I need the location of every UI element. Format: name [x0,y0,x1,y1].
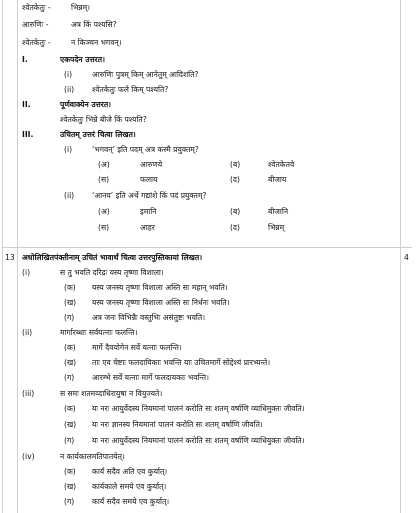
section-title: उचितम् उत्तरं चित्वा लिखत। [60,130,136,139]
option-text: यः नरः आयुर्वेदस्य नियमानां पालनं करोति सः शतम् वर्षाणि व्याधियुक्तः जीवति। [92,436,305,445]
question-text: श्वेतकेतुः फले किम् पश्यति? [92,85,169,94]
question-number: (i) [64,145,73,154]
question-13-title: अधोलिखितपंक्तीनाम् उचितं भावार्थं चित्वा उत्तरपुस्तिकायां लिखत। [22,253,203,262]
dialogue-line: भिन्नम्। [71,3,91,12]
option-text: यः नरः ज्ञानस्य नियमानां पालनं करोति सः शतम् वर्षाणि जीवति। [92,420,263,429]
table-border-num [17,0,18,513]
section-title: पूर्णवाक्येन उत्तरत। [60,100,112,109]
question-13-marks: 4 [404,253,409,262]
option-text: कार्यकाले समये एव कुर्यात्। [92,482,167,491]
question-text: ‘भगवन्’ इति पदम् अत्र कस्मै प्रयुक्तम्? [92,145,199,154]
option-text: आरुणये [140,160,163,169]
option-label: (द) [230,175,240,184]
option-label: (ब) [230,160,241,169]
question-13-number: 13 [5,253,15,262]
option-label: (स) [98,175,110,184]
option-label: (अ) [98,160,110,169]
section-number: II. [22,100,31,109]
question-text: आरुणिः पुत्रम् किम् आनेतुम् आदिशति? [92,70,199,79]
dialogue-speaker: श्वेतकेतुः - [22,3,51,12]
option-text: इमानि [140,207,157,216]
question-number: (ii) [64,85,75,94]
section-number: III. [22,130,34,139]
dialogue-line: न किञ्चन भगवन्। [71,38,122,47]
option-label: (क) [64,404,76,413]
table-border-left [2,0,3,513]
option-label: (द) [230,223,240,232]
option-label: (क) [64,283,76,292]
subquestion-number: (i) [22,268,31,277]
option-text: बीजानि [268,207,289,216]
option-text: बीजाय [268,175,287,184]
option-text: श्वेतकेतवे [268,160,295,169]
table-row-divider [2,247,412,248]
dialogue-speaker: श्वेतकेतुः - [22,38,51,47]
question-number: (i) [64,70,73,79]
section-number: I. [22,55,28,64]
subquestion-number: (iv) [22,452,35,461]
subquestion-text: मार्गारब्धाः सर्वयत्नाः फलन्ति। [60,328,138,337]
option-label: (ख) [64,298,77,307]
subquestion-text: स तु भवति दरिद्रः यस्य तृष्णा विशाला। [60,268,164,277]
option-label: (स) [98,223,110,232]
question-text: ‘आनय’ इति अर्थे गद्यांशे किं पदं प्रयुक्तम्? [92,191,207,200]
option-label: (ख) [64,358,77,367]
option-text: कार्यं सदैव अति एव कुर्यात्। [92,467,168,476]
option-label: (ग) [64,373,75,382]
option-label: (ग) [64,497,75,506]
option-label: (ख) [64,482,77,491]
option-text: मार्गे दैवयोगेन सर्वे यत्नाः फलन्ति। [92,343,182,352]
option-text: भिन्नम् [268,223,285,232]
option-text: यः नरः आयुर्वेदस्य नियमानां पालनं करोति सः शतम् वर्षाणि व्याधिमुक्तः जीवति। [92,404,305,413]
option-label: (ब) [230,207,241,216]
option-text: ताः एव चेष्टाः फलदायिकाः भवन्ति याः उचितमार्गे सोद्देश्यं प्रारभ्यन्ते। [92,358,271,367]
option-label: (ख) [64,420,77,429]
subquestion-number: (iii) [22,389,35,398]
option-label: (ग) [64,313,75,322]
option-text: यस्य जनस्य तृष्णा विशाला अस्ति सः निर्धनः भवति। [92,298,230,307]
option-text: अत्र जनः विभिन्नैः वस्तुभिः असंतुष्टः भवति। [92,313,206,322]
dialogue-speaker: आरुणिः - [22,20,49,29]
option-text: आहर [140,223,155,232]
option-label: (ग) [64,436,75,445]
section-title: एकपदेन उत्तरत। [60,55,105,64]
subquestion-number: (ii) [22,328,33,337]
table-border-marks [400,0,401,513]
subquestion-text: स समः शतमव्दाधिरायुषा न वियुज्यते। [60,389,163,398]
subquestion-text: न कार्यकालमतिपातयेत्। [60,452,125,461]
option-text: कार्यं सदैव समये एव कुर्यात्। [92,497,170,506]
option-text: यस्य जनस्य तृष्णा विशाला अस्ति सः महान् भवति। [92,283,228,292]
dialogue-line: अत्र किं पश्यसि? [71,20,117,29]
option-label: (क) [64,343,76,352]
question-number: (ii) [64,191,75,200]
option-text: आरम्भे सर्वे यत्नाः मार्गे फलदायकाः भवन्ति। [92,373,209,382]
option-label: (क) [64,467,76,476]
question-text: श्वेतकेतुः भिन्ने बीजे किं पश्यति? [60,115,147,124]
option-label: (अ) [98,207,110,216]
option-text: फलाय [140,175,158,184]
